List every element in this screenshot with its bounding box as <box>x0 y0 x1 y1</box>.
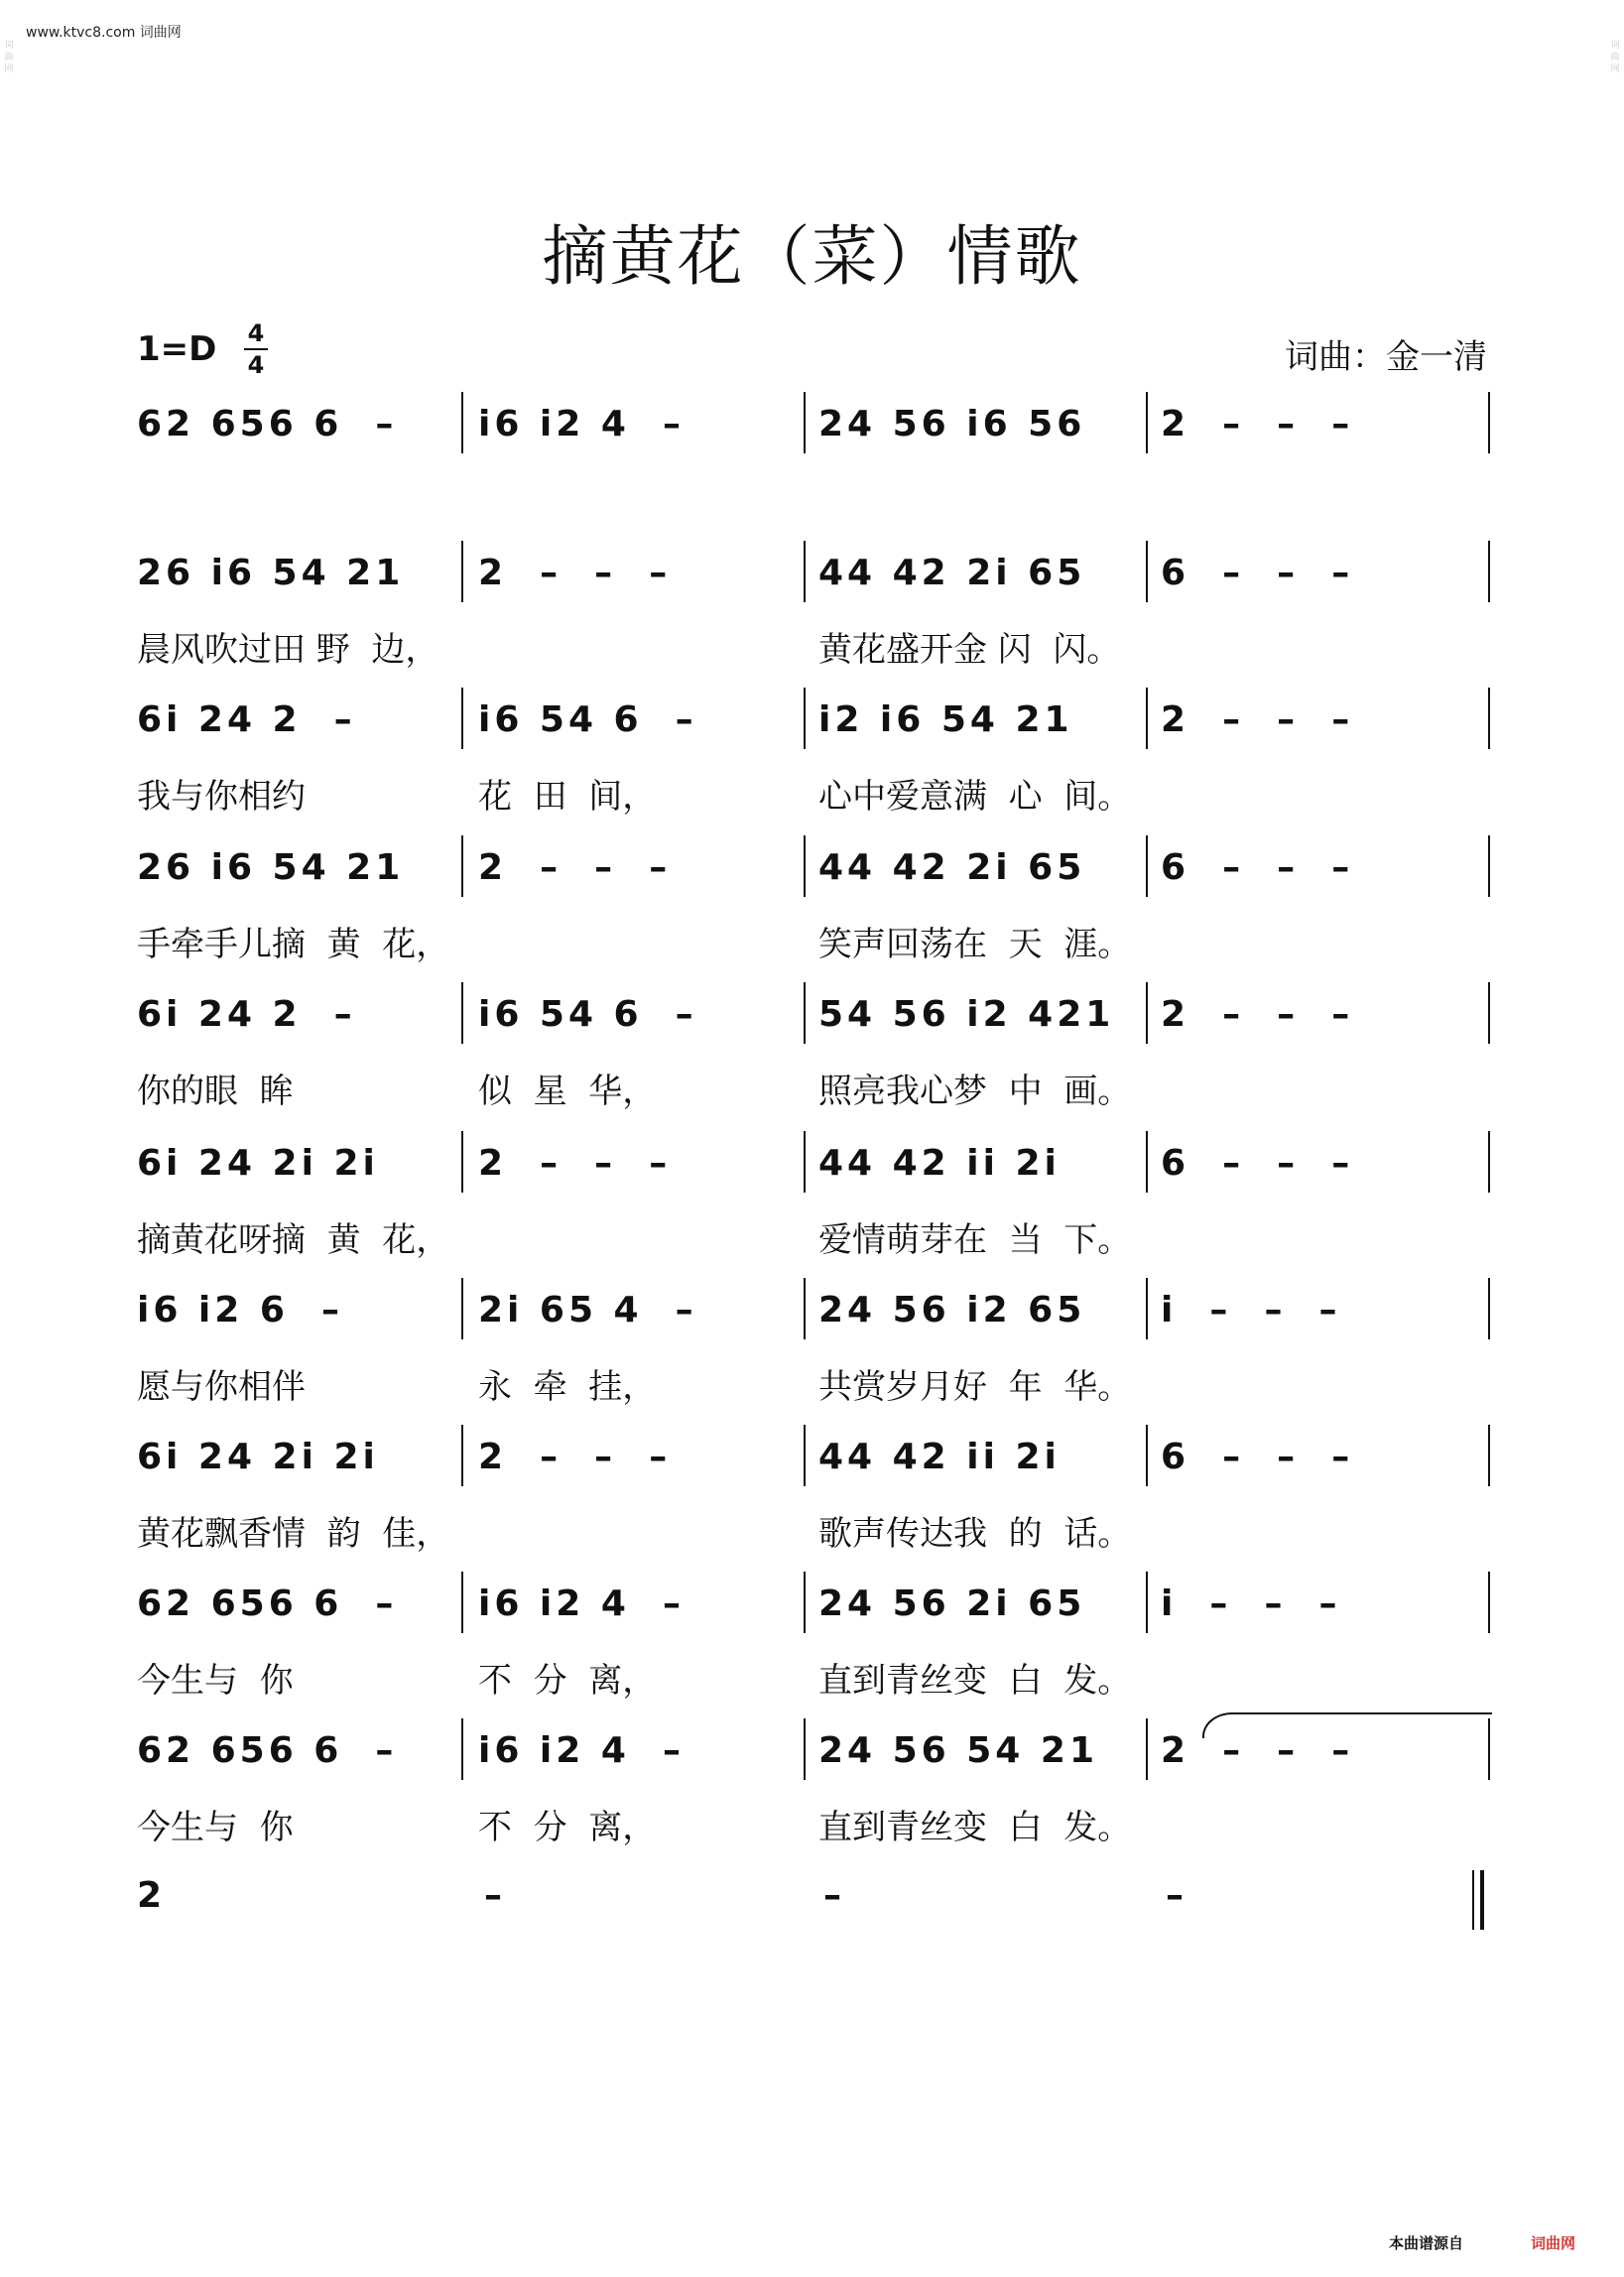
barline <box>1146 1425 1148 1486</box>
lyric-phrase: 共赏岁月好 年 华。 <box>818 1367 1132 1407</box>
barline <box>1488 688 1490 749</box>
measure: 26 i6 54 21 <box>137 553 405 593</box>
key-signature: 1=D <box>137 329 217 369</box>
barline <box>1146 1572 1148 1633</box>
lyrics-row <box>0 1064 1624 1111</box>
lyrics-row <box>0 473 1624 521</box>
lyrics-row <box>0 769 1624 817</box>
notes-row <box>0 845 1624 905</box>
notes-row <box>0 697 1624 757</box>
measure: 26 i6 54 21 <box>137 847 405 888</box>
lyric-phrase: 黄花盛开金 闪 闪。 <box>818 630 1121 670</box>
final-dash-2: – <box>823 1875 845 1916</box>
measure: 2 – – – <box>1161 699 1354 740</box>
lyric-phrase: 永 牵 挂， <box>478 1367 657 1407</box>
barline <box>804 1572 806 1633</box>
lyric-phrase: 摘黄花呀摘 黄 花， <box>137 1220 450 1260</box>
barline <box>461 1278 463 1339</box>
measure: i6 54 6 – <box>478 699 697 740</box>
measure: 44 42 2i 65 <box>818 847 1086 888</box>
lyric-phrase: 笑声回荡在 天 涯。 <box>818 925 1132 964</box>
notes-row <box>0 402 1624 461</box>
lyric-phrase: 似 星 华， <box>478 1072 657 1111</box>
lyric-phrase: 我与你相约 <box>137 777 306 817</box>
measure: i6 54 6 – <box>478 994 697 1035</box>
barline <box>1488 982 1490 1044</box>
barline <box>1146 688 1148 749</box>
barline <box>461 1425 463 1486</box>
lyric-phrase: 手牵手儿摘 黄 花， <box>137 925 450 964</box>
measure: 6 – – – <box>1161 1437 1354 1477</box>
barline <box>1146 982 1148 1044</box>
barline <box>804 835 806 897</box>
lyric-phrase: 直到青丝变 白 发。 <box>818 1661 1132 1701</box>
lyric-phrase: 不 分 离， <box>478 1808 657 1847</box>
footer-site-name: 词曲网 <box>1531 2234 1576 2252</box>
barline <box>461 1572 463 1633</box>
barline <box>1146 1131 1148 1193</box>
lyric-phrase: 照亮我心梦 中 画。 <box>818 1072 1132 1111</box>
measure: 2 – – – <box>478 553 672 593</box>
measure: 44 42 ii 2i <box>818 1437 1061 1477</box>
barline <box>1488 1131 1490 1193</box>
final-note: 2 <box>137 1875 167 1916</box>
measure: 62 656 6 – <box>137 1583 398 1624</box>
measure: 24 56 54 21 <box>818 1730 1098 1771</box>
barline <box>804 1718 806 1780</box>
measure: 24 56 i2 65 <box>818 1290 1086 1330</box>
measure: 54 56 i2 421 <box>818 994 1115 1035</box>
lyric-phrase: 今生与 你 <box>137 1808 294 1847</box>
measure: 6i 24 2i 2i <box>137 1143 379 1184</box>
notes-row <box>0 1581 1624 1641</box>
measure: 2i 65 4 – <box>478 1290 697 1330</box>
measure: 6i 24 2 – <box>137 699 356 740</box>
measure: i6 i2 4 – <box>478 1730 685 1771</box>
measure: 24 56 2i 65 <box>818 1583 1086 1624</box>
barline <box>1146 1278 1148 1339</box>
barline <box>1488 1572 1490 1633</box>
barline <box>804 392 806 453</box>
measure: 2 – – – <box>1161 994 1354 1035</box>
final-barline-thick <box>1480 1870 1484 1930</box>
lyric-phrase: 你的眼 眸 <box>137 1072 294 1111</box>
barline <box>1488 1278 1490 1339</box>
barline <box>804 1278 806 1339</box>
notes-row <box>0 1435 1624 1494</box>
barline <box>1146 1718 1148 1780</box>
lyric-phrase: 直到青丝变 白 发。 <box>818 1808 1132 1847</box>
measure: i6 i2 6 – <box>137 1290 343 1330</box>
barline <box>804 541 806 602</box>
barline <box>804 1425 806 1486</box>
final-barline-thin <box>1472 1870 1474 1930</box>
lyric-phrase: 愿与你相伴 <box>137 1367 306 1407</box>
lyric-phrase: 花 田 间， <box>478 777 657 817</box>
lyrics-row <box>0 1506 1624 1554</box>
lyric-phrase: 歌声传达我 的 话。 <box>818 1514 1132 1554</box>
barline <box>461 688 463 749</box>
measure: 62 656 6 – <box>137 1730 398 1771</box>
credit: 词曲：金一清 <box>1285 337 1487 377</box>
measure: 2 – – – <box>478 1143 672 1184</box>
barline <box>804 982 806 1044</box>
footer-source-label: 本曲谱源自 <box>1389 2234 1464 2252</box>
measure: i6 i2 4 – <box>478 1583 685 1624</box>
notes-row <box>0 992 1624 1052</box>
measure: 44 42 2i 65 <box>818 553 1086 593</box>
lyrics-row <box>0 917 1624 964</box>
barline <box>1488 392 1490 453</box>
measure: 6i 24 2 – <box>137 994 356 1035</box>
measure: 6i 24 2i 2i <box>137 1437 379 1477</box>
measure: 2 – – – <box>478 1437 672 1477</box>
measure: 6 – – – <box>1161 1143 1354 1184</box>
site-url: www.ktvc8.com 词曲网 <box>26 25 182 41</box>
measure: 62 656 6 – <box>137 404 398 444</box>
measure: 24 56 i6 56 <box>818 404 1086 444</box>
barline <box>461 1718 463 1780</box>
barline <box>1146 392 1148 453</box>
tie-mark <box>1202 1712 1492 1738</box>
side-watermark-right: 词曲网 <box>1610 41 1620 74</box>
barline <box>461 982 463 1044</box>
barline <box>1488 541 1490 602</box>
measure: 2 – – – <box>1161 404 1354 444</box>
barline <box>1146 541 1148 602</box>
notes-row <box>0 1141 1624 1201</box>
measure: 2 – – – <box>1161 1730 1354 1771</box>
lyric-phrase: 晨风吹过田 野 边， <box>137 630 439 670</box>
barline <box>1146 835 1148 897</box>
barline <box>804 688 806 749</box>
measure: i – – – <box>1161 1583 1341 1624</box>
barline <box>461 1131 463 1193</box>
lyric-phrase: 黄花飘香情 韵 佳， <box>137 1514 450 1554</box>
barline <box>1488 835 1490 897</box>
time-signature: 4 4 <box>244 319 268 379</box>
measure: i2 i6 54 21 <box>818 699 1073 740</box>
song-title: 摘黄花（菜）情歌 <box>542 218 1082 295</box>
final-dash-1: – <box>484 1875 506 1916</box>
lyrics-row <box>0 1653 1624 1701</box>
lyric-phrase: 今生与 你 <box>137 1661 294 1701</box>
measure: i6 i2 4 – <box>478 404 685 444</box>
measure: 6 – – – <box>1161 553 1354 593</box>
notes-row <box>0 1288 1624 1347</box>
notes-row <box>0 551 1624 610</box>
barline <box>461 541 463 602</box>
measure: 44 42 ii 2i <box>818 1143 1061 1184</box>
side-watermark-left: 词曲网 <box>4 41 14 74</box>
barline <box>1488 1425 1490 1486</box>
lyrics-row <box>0 1800 1624 1847</box>
lyrics-row <box>0 1359 1624 1407</box>
final-dash-3: – <box>1166 1875 1187 1916</box>
lyrics-row <box>0 622 1624 670</box>
lyric-phrase: 心中爱意满 心 间。 <box>818 777 1132 817</box>
measure: 2 – – – <box>478 847 672 888</box>
lyric-phrase: 爱情萌芽在 当 下。 <box>818 1220 1132 1260</box>
lyric-phrase: 不 分 离， <box>478 1661 657 1701</box>
lyrics-row <box>0 1212 1624 1260</box>
barline <box>461 835 463 897</box>
barline <box>461 392 463 453</box>
barline <box>804 1131 806 1193</box>
measure: i – – – <box>1161 1290 1341 1330</box>
measure: 6 – – – <box>1161 847 1354 888</box>
